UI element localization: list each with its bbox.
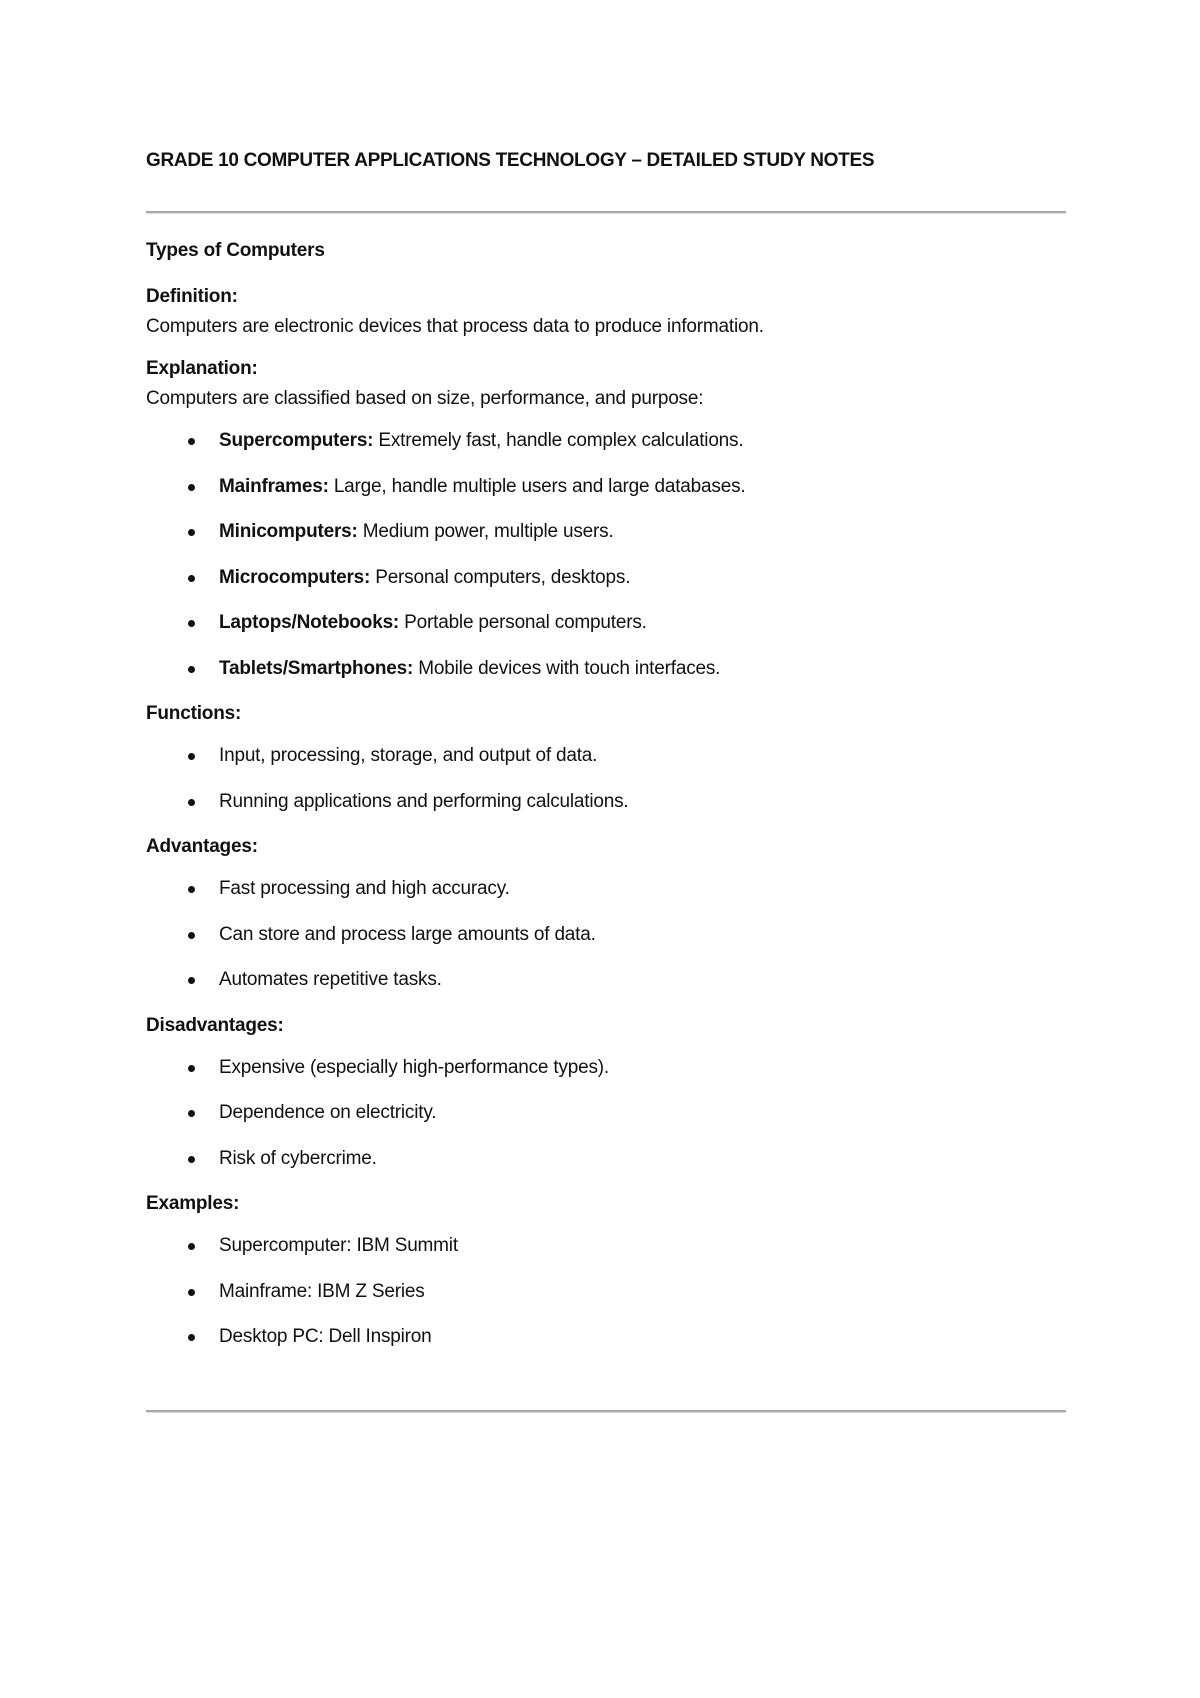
list-item-text: Running applications and performing calculations. [219, 790, 629, 812]
bullet-icon [188, 1334, 195, 1341]
list-item-text: Dependence on electricity. [219, 1102, 437, 1123]
explanation-text: Computers are classified based on size, performance, and purpose: [146, 388, 704, 409]
list-item [146, 1100, 1066, 1126]
horizontal-rule-bottom [146, 1410, 1066, 1413]
list-item-text: Supercomputer: IBM Summit [219, 1235, 458, 1256]
item-desc: Personal computers, desktops. [370, 566, 631, 588]
functions-label: Functions: [146, 703, 242, 724]
document-title: GRADE 10 COMPUTER APPLICATIONS TECHNOLOGY – DETAILED STUDY NOTES [146, 150, 875, 171]
examples-label: Examples: [146, 1193, 240, 1214]
item-desc: Large, handle multiple users and large databases. [328, 475, 746, 497]
bullet-icon [188, 1156, 195, 1163]
bullet-icon [188, 932, 195, 939]
bullet-icon [188, 666, 195, 673]
document-body [146, 238, 1066, 1370]
bullet-icon [188, 620, 195, 627]
horizontal-rule-top [146, 211, 1066, 214]
computer-types-list [146, 428, 1066, 682]
explanation-label: Explanation: [146, 358, 258, 379]
item-term: Microcomputers: [219, 566, 371, 588]
disadvantages-list [146, 1055, 1066, 1172]
item-term: Supercomputers: [219, 430, 374, 451]
list-item [146, 1233, 1066, 1259]
advantages-list [146, 876, 1066, 993]
examples-list [146, 1233, 1066, 1350]
list-item-text: Input, processing, storage, and output of data. [219, 745, 598, 766]
bullet-icon [188, 799, 195, 806]
item-term: Mainframes: [219, 475, 329, 497]
list-item [146, 876, 1066, 902]
list-item [146, 428, 1066, 454]
list-item [146, 1055, 1066, 1081]
bullet-icon [188, 1065, 195, 1072]
bullet-icon [188, 529, 195, 536]
definition-label: Definition: [146, 286, 238, 307]
section-title: Types of Computers [146, 240, 325, 261]
bullet-icon [188, 753, 195, 760]
definition-text: Computers are electronic devices that process data to produce information. [146, 316, 764, 337]
list-item-text: Expensive (especially high-performance types). [219, 1056, 609, 1078]
disadvantages-label: Disadvantages: [146, 1014, 284, 1036]
list-item [146, 967, 1066, 993]
item-desc: Extremely fast, handle complex calculations. [373, 430, 744, 451]
item-desc: Mobile devices with touch interfaces. [413, 657, 721, 679]
advantages-label: Advantages: [146, 836, 258, 857]
list-item [146, 519, 1066, 545]
bullet-icon [188, 977, 195, 984]
list-item [146, 610, 1066, 636]
list-item-text: Can store and process large amounts of data. [219, 923, 596, 945]
list-item [146, 474, 1066, 500]
list-item [146, 922, 1066, 948]
list-item [146, 1146, 1066, 1172]
bullet-icon [188, 886, 195, 893]
item-term: Tablets/Smartphones: [219, 657, 414, 679]
item-term: Laptops/Notebooks: [219, 612, 400, 633]
list-item [146, 1324, 1066, 1350]
item-desc: Portable personal computers. [399, 612, 647, 633]
item-desc: Medium power, multiple users. [357, 521, 614, 542]
list-item [146, 656, 1066, 682]
list-item-text: Desktop PC: Dell Inspiron [219, 1326, 432, 1347]
list-item [146, 743, 1066, 769]
item-term: Minicomputers: [219, 521, 358, 542]
list-item-text: Automates repetitive tasks. [219, 969, 442, 990]
list-item-text: Fast processing and high accuracy. [219, 878, 510, 899]
bullet-icon [188, 484, 195, 491]
list-item [146, 789, 1066, 815]
bullet-icon [188, 575, 195, 582]
list-item [146, 565, 1066, 591]
list-item-text: Mainframe: IBM Z Series [219, 1280, 425, 1302]
bullet-icon [188, 438, 195, 445]
bullet-icon [188, 1289, 195, 1296]
bullet-icon [188, 1243, 195, 1250]
functions-list [146, 743, 1066, 815]
bullet-icon [188, 1110, 195, 1117]
list-item [146, 1279, 1066, 1305]
list-item-text: Risk of cybercrime. [219, 1147, 377, 1169]
